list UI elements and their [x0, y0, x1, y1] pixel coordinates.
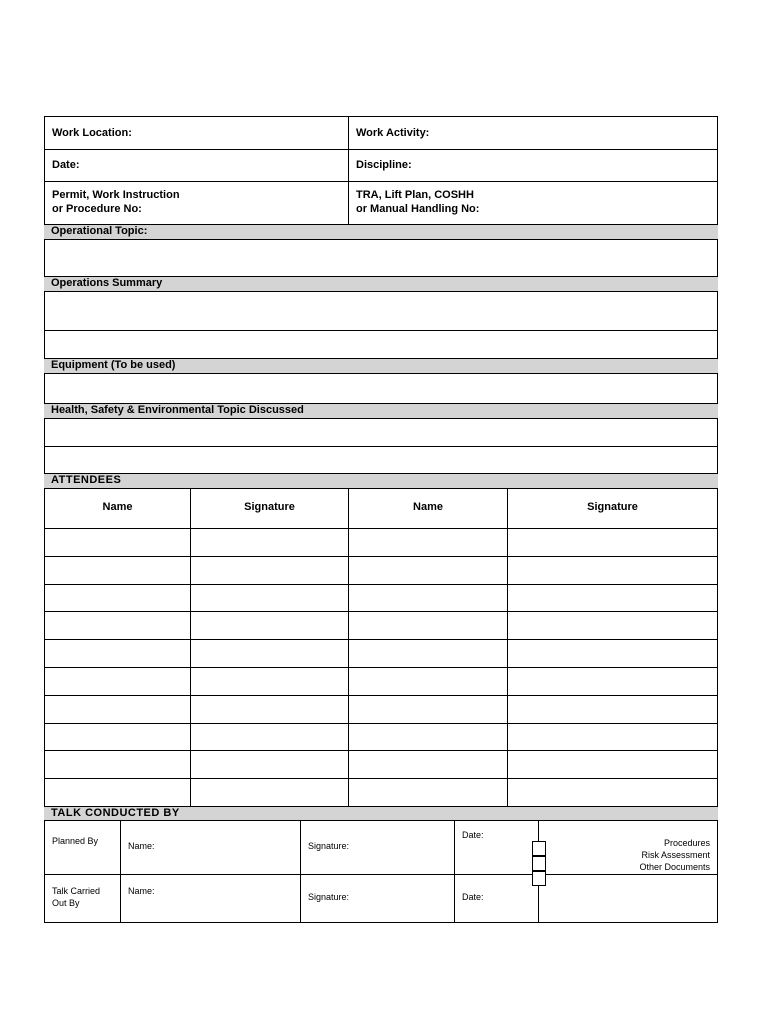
attendee-cell[interactable]	[349, 557, 507, 584]
divider	[300, 821, 301, 923]
attendee-cell[interactable]	[191, 724, 348, 751]
planned-date-label: Date:	[462, 830, 484, 840]
attendee-cell[interactable]	[191, 585, 348, 612]
attendee-cell[interactable]	[349, 612, 507, 639]
procedures-label: Procedures	[663, 838, 710, 848]
attendee-cell[interactable]	[191, 779, 348, 806]
attendee-cell[interactable]	[508, 751, 717, 778]
divider	[348, 116, 349, 224]
attendees-header: ATTENDEES	[44, 473, 718, 489]
procedures-checkbox[interactable]	[532, 841, 546, 856]
tra-label-line1: TRA, Lift Plan, COSHH	[356, 189, 474, 201]
attendee-cell[interactable]	[45, 612, 190, 639]
attendee-cell[interactable]	[349, 585, 507, 612]
attendee-cell[interactable]	[191, 751, 348, 778]
permit-label-line2: or Procedure No:	[52, 203, 142, 215]
tra-label-line2: or Manual Handling No:	[356, 203, 480, 215]
risk-assessment-checkbox[interactable]	[532, 856, 546, 871]
attendee-cell[interactable]	[191, 668, 348, 695]
date-label: Date:	[52, 159, 80, 171]
attendee-cell[interactable]	[508, 585, 717, 612]
attendee-cell[interactable]	[191, 612, 348, 639]
attendee-cell[interactable]	[508, 529, 717, 556]
attendee-cell[interactable]	[45, 640, 190, 667]
operations-summary-field-1[interactable]	[45, 292, 717, 330]
attendee-cell[interactable]	[349, 751, 507, 778]
column-header-signature: Signature	[587, 501, 638, 513]
attendee-cell[interactable]	[349, 668, 507, 695]
attendee-cell[interactable]	[349, 696, 507, 723]
column-header-name: Name	[413, 501, 443, 513]
attendee-cell[interactable]	[508, 724, 717, 751]
attendee-cell[interactable]	[45, 751, 190, 778]
divider	[44, 874, 718, 875]
carried-signature-label: Signature:	[308, 892, 350, 902]
operational-topic-header: Operational Topic:	[44, 224, 718, 240]
divider	[44, 181, 718, 182]
permit-label-line1: Permit, Work Instruction	[52, 189, 180, 201]
attendee-cell[interactable]	[191, 640, 348, 667]
divider	[120, 821, 121, 923]
divider	[44, 149, 718, 150]
divider	[454, 821, 455, 923]
attendee-cell[interactable]	[45, 529, 190, 556]
attendee-cell[interactable]	[508, 696, 717, 723]
attendee-cell[interactable]	[191, 529, 348, 556]
attendee-cell[interactable]	[191, 557, 348, 584]
attendee-cell[interactable]	[508, 612, 717, 639]
column-header-signature: Signature	[244, 501, 295, 513]
other-documents-checkbox[interactable]	[532, 871, 546, 886]
talk-carried-label-line2: Out By	[52, 898, 80, 908]
hse-topic-field-2[interactable]	[45, 447, 717, 473]
attendee-cell[interactable]	[349, 529, 507, 556]
equipment-header: Equipment (To be used)	[44, 358, 718, 374]
attendee-cell[interactable]	[349, 640, 507, 667]
operational-topic-field[interactable]	[45, 240, 717, 276]
other-documents-label: Other Documents	[639, 862, 710, 872]
discipline-label: Discipline:	[356, 159, 412, 171]
attendee-cell[interactable]	[508, 640, 717, 667]
attendee-cell[interactable]	[508, 557, 717, 584]
talk-carried-label-line1: Talk Carried	[52, 886, 101, 896]
planned-name-label: Name:	[128, 841, 155, 851]
attendee-cell[interactable]	[45, 696, 190, 723]
attendee-cell[interactable]	[508, 668, 717, 695]
carried-name-label: Name:	[128, 886, 155, 896]
attendee-cell[interactable]	[349, 779, 507, 806]
planned-signature-label: Signature:	[308, 841, 350, 851]
operations-summary-field-2[interactable]	[45, 331, 717, 358]
attendee-cell[interactable]	[349, 724, 507, 751]
work-location-label: Work Location:	[52, 127, 132, 139]
carried-date-label: Date:	[462, 892, 484, 902]
attendee-cell[interactable]	[45, 724, 190, 751]
hse-topic-field-1[interactable]	[45, 419, 717, 446]
risk-assessment-label: Risk Assessment	[641, 850, 710, 860]
hse-topic-header: Health, Safety & Environmental Topic Discussed	[44, 403, 718, 419]
attendee-cell[interactable]	[45, 585, 190, 612]
work-activity-label: Work Activity:	[356, 127, 430, 139]
attendee-cell[interactable]	[191, 696, 348, 723]
column-header-name: Name	[102, 501, 133, 513]
attendee-cell[interactable]	[45, 557, 190, 584]
equipment-field[interactable]	[45, 374, 717, 403]
planned-by-label: Planned By	[52, 836, 99, 846]
attendee-cell[interactable]	[508, 779, 717, 806]
attendee-cell[interactable]	[45, 779, 190, 806]
operations-summary-header: Operations Summary	[44, 276, 718, 292]
talk-conducted-header: TALK CONDUCTED BY	[44, 806, 718, 821]
attendee-cell[interactable]	[45, 668, 190, 695]
